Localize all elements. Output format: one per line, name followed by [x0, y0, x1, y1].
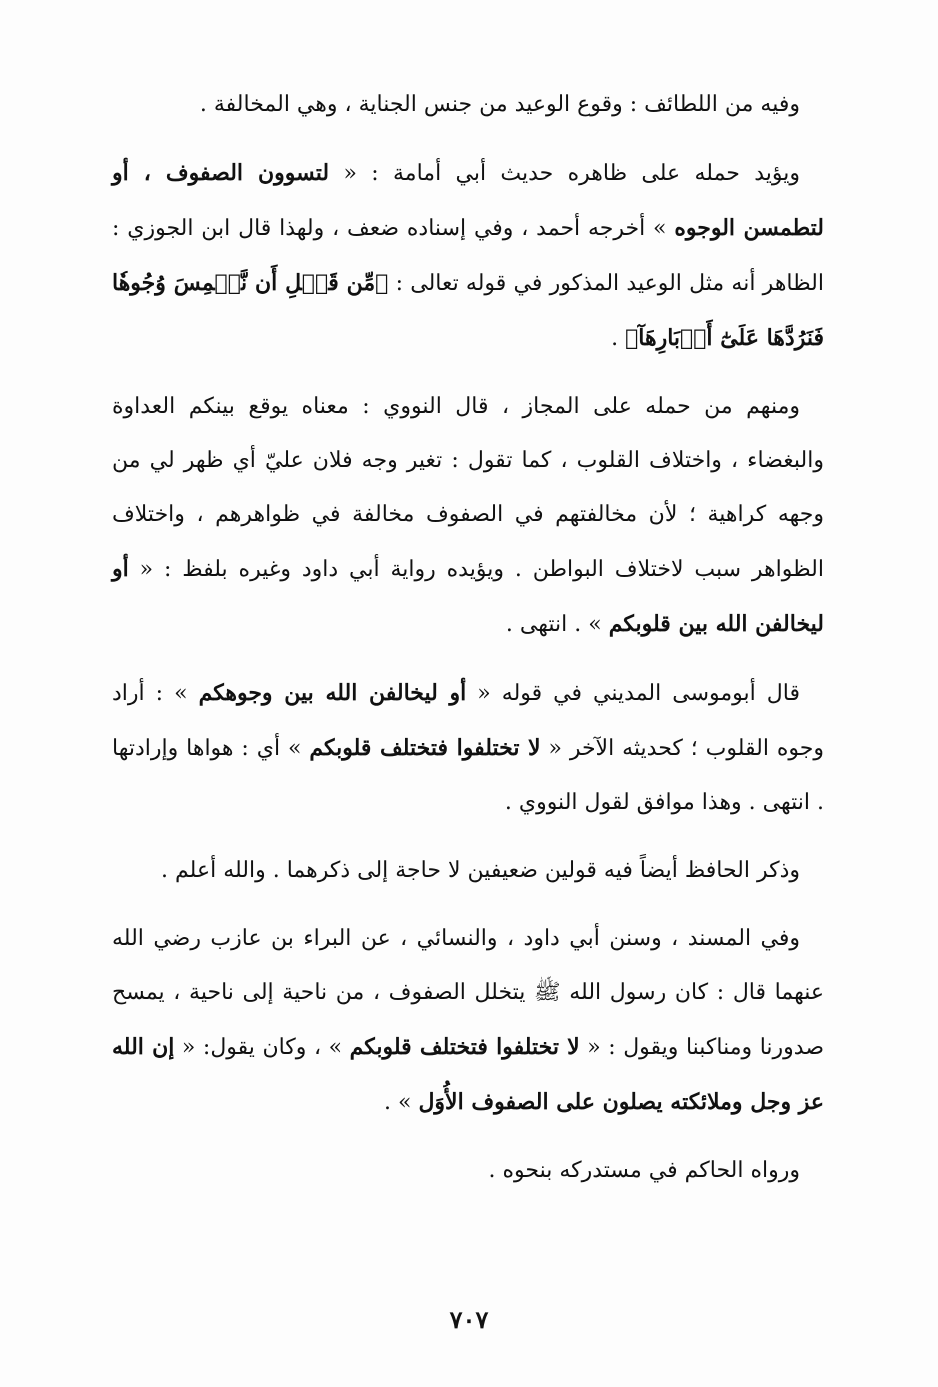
- paragraph-4: [112, 666, 824, 830]
- paragraph-6-segment-3: » ، وكان يقول: «: [174, 1035, 350, 1060]
- paragraph-3-segment-1: ومنهم من حمله على المجاز ، قال النووي : معناه يوقع بينكم العداوة والبغضاء ، واختلاف القلوب ، كما تقول : تغير وجه فلان عليّ أي ظهر لي من وجهه كراهية ؛ لأن مخالفتهم في الصفوف مخالفة في ظواهرهم ، واختلاف الظواهر سبب لاختلاف البواطن . ويؤيده رواية أبي داود وغيره بلفظ : «: [112, 394, 824, 582]
- paragraph-2-segment-3: » أخرجه أحمد ، وفي إسناده ضعف ، ولهذا قال ابن الجوزي : الظاهر أنه مثل الوعيد المذكور في قوله تعالى :: [112, 216, 824, 296]
- paragraph-4-segment-1: قال أبوموسى المديني في قوله «: [466, 681, 800, 706]
- paragraph-5: [112, 844, 824, 898]
- page-number: ٧٠٧: [449, 1305, 489, 1334]
- page-body-text: [112, 78, 824, 1212]
- paragraph-1-segment-1: وفيه من اللطائف : وقوع الوعيد من جنس الجناية ، وهي المخالفة .: [199, 92, 800, 117]
- paragraph-4-segment-3: » : أراد وجوه القلوب ؛ كحديثه الآخر «: [112, 681, 825, 761]
- paragraph-4-segment-5: » أي : هواها وإرادتها . انتهى . وهذا موافق لقول النووي .: [112, 736, 824, 815]
- paragraph-2: [112, 146, 824, 366]
- hadith-quote-abu-dawud: أو ليخالفن الله بين قلوبكم: [112, 556, 824, 637]
- hadith-quote-abu-umama: لتسوون الصفوف ، أو لتطمسن الوجوه: [112, 160, 824, 241]
- paragraph-1: [112, 78, 824, 132]
- paragraph-6: [112, 912, 824, 1130]
- paragraph-3-segment-3: » . انتهى .: [505, 612, 609, 637]
- hadith-quote-faces: أو ليخالفن الله بين وجوهكم: [198, 680, 467, 706]
- paragraph-6-segment-5: » .: [383, 1090, 419, 1115]
- paragraph-2-segment-5: .: [611, 326, 626, 351]
- paragraph-7-segment-1: ورواه الحاكم في مستدركه بنحوه .: [488, 1158, 800, 1183]
- hadith-quote-hearts: لا تختلفوا فتختلف قلوبكم: [309, 735, 541, 761]
- paragraph-5-segment-1: وذكر الحافظ أيضاً فيه قولين ضعيفين لا حاجة إلى ذكرهما . والله أعلم .: [161, 858, 800, 883]
- paragraph-6-segment-1: وفي المسند ، وسنن أبي داود ، والنسائي ، عن البراء بن عازب رضي الله عنهما قال : كان رسول الله ﷺ يتخلل الصفوف ، من ناحية إلى ناحية ، يمسح صدورنا ومناكبنا ويقول : «: [112, 926, 824, 1060]
- hadith-quote-first-rows: إن الله عز وجل وملائكته يصلون على الصفوف الأُوَل: [112, 1034, 824, 1115]
- quran-verse-quote: ﴿مِّن قَبۡلِ أَن نَّطۡمِسَ وُجُوهٗا فَنَرُدَّهَا عَلَىٰٓ أَدۡبَارِهَآ﴾: [112, 270, 824, 351]
- paragraph-2-segment-1: ويؤيد حمله على ظاهره حديث أبي أمامة : «: [329, 161, 801, 186]
- paragraph-3: [112, 380, 824, 652]
- hadith-quote-do-not-differ: لا تختلفوا فتختلف قلوبكم: [349, 1034, 580, 1060]
- paragraph-7: [112, 1144, 824, 1198]
